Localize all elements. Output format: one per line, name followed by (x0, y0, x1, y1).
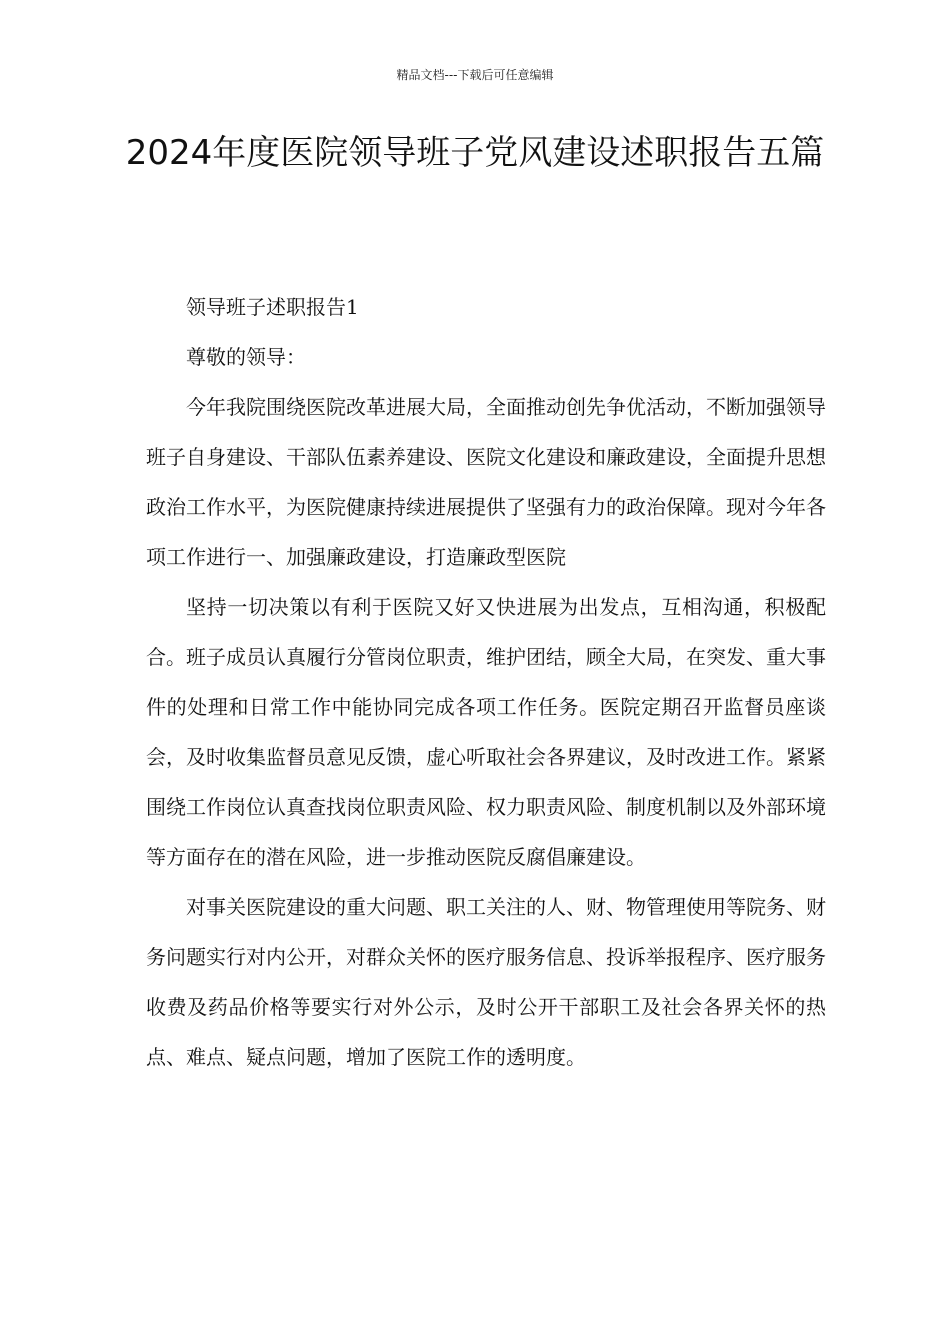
body-paragraph: 坚持一切决策以有利于医院又好又快进展为出发点，互相沟通，积极配合。班子成员认真履行分管岗位职责，维护团结，顾全大局，在突发、重大事件的处理和日常工作中能协同完成各项工作任务。医院定期召开监督员座谈会，及时收集监督员意见反馈，虚心听取社会各界建议，及时改进工作。紧紧围绕工作岗位认真查找岗位职责风险、权力职责风险、制度机制以及外部环境等方面存在的潜在风险，进一步推动医院反腐倡廉建设。 (146, 595, 826, 869)
document-body (146, 282, 826, 1082)
body-paragraph: 今年我院围绕医院改革进展大局，全面推动创先争优活动，不断加强领导班子自身建设、干部队伍素养建设、医院文化建设和廉政建设，全面提升思想政治工作水平，为医院健康持续进展提供了坚强有力的政治保障。现对今年各项工作进行一、加强廉政建设，打造廉政型医院 (146, 395, 826, 569)
body-paragraph: 对事关医院建设的重大问题、职工关注的人、财、物管理使用等院务、财务问题实行对内公开，对群众关怀的医疗服务信息、投诉举报程序、医疗服务收费及药品价格等要实行对外公示，及时公开干部职工及社会各界关怀的热点、难点、疑点问题，增加了医院工作的透明度。 (146, 895, 826, 1069)
header-note: 精品文档---下载后可任意编辑 (396, 68, 554, 82)
salutation: 尊敬的领导： (186, 345, 306, 369)
section-heading: 领导班子述职报告1 (186, 295, 359, 319)
document-title: 2024年度医院领导班子党风建设述职报告五篇 (125, 133, 825, 173)
